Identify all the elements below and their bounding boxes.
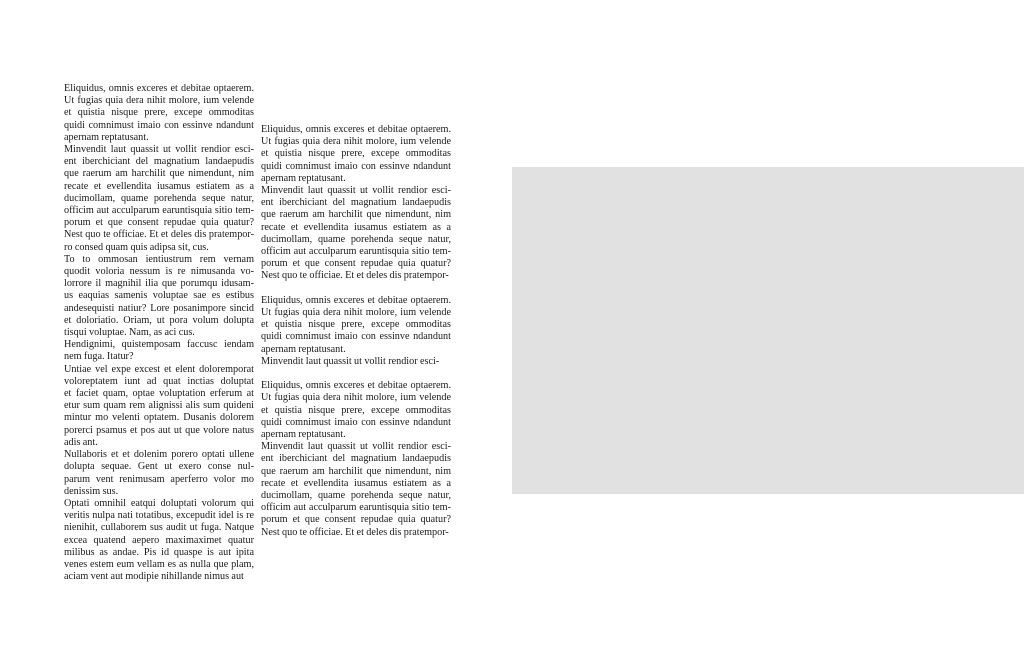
left-column-line: quidi comnimust imaio con essinve ndandunt: [64, 119, 254, 131]
middle-column-line: recate et evellendita iusamus estiatem as a: [261, 477, 451, 489]
left-column-line: ducimollam, quame porehenda seque natur,: [64, 192, 254, 204]
middle-column-line: recate et evellendita iusamus estiatem as a: [261, 221, 451, 233]
left-column-line: tisqui voluptae. Nam, as aci cus.: [64, 327, 195, 339]
middle-column-line: porum et que consent repudae quia quatur?: [261, 514, 451, 526]
left-column-line: ent iberchiciant del magnatium landaepudis: [64, 156, 254, 168]
left-column-line: Minvendit laut quassit ut vollit rendior esci-: [64, 144, 254, 156]
left-column-line: Ut fugias quia dera nihit molore, ium velende: [64, 95, 254, 107]
left-column-line: To to ommosan ientiustrum rem vernam: [64, 253, 254, 265]
middle-column-line: ent iberchiciant del magnatium landaepudis: [261, 197, 451, 209]
left-column-line: excea quatend aepero maximaximet quatur: [64, 534, 254, 546]
left-column-line: et faciet quam, optae voluptation erferum at: [64, 388, 254, 400]
middle-column-line: Minvendit laut quassit ut vollit rendior esci-: [261, 355, 440, 367]
left-column-line: us eaquias samenis voluptae sae es estibus: [64, 290, 254, 302]
left-column-line: et doloriatio. Oriam, ut pora volum dolupta: [64, 314, 254, 326]
middle-column-line: Minvendit laut quassit ut vollit rendior esci-: [261, 441, 451, 453]
middle-column-line: ducimollam, quame porehenda seque natur,: [261, 490, 451, 502]
left-column-line: porum et que consent repudae quia quatur?: [64, 217, 254, 229]
left-column-line: que raerum am harchilit que nimendunt, nim: [64, 168, 254, 180]
middle-column-line: et quistia nisque prere, excepe ommoditas: [261, 319, 451, 331]
left-column-line: et quistia nisque prere, excepe ommoditas: [64, 107, 254, 119]
left-column-line: nienihit, cullaborem sus audit ut fuga. Natque: [64, 522, 254, 534]
image-placeholder: [512, 167, 1024, 494]
paragraph-block: [64, 83, 254, 583]
middle-column-line: officim aut acculparum earuntisquia sitio tem-: [261, 246, 451, 258]
middle-column-line: et quistia nisque prere, excepe ommoditas: [261, 404, 451, 416]
left-column-line: aciam vent aut modipie nihillande nimus aut: [64, 571, 244, 583]
middle-text-column: [261, 124, 451, 539]
middle-column-line: apernam reptatusant.: [261, 343, 346, 355]
middle-column-line: apernam reptatusant.: [261, 172, 346, 184]
left-column-line: milibus as andae. Pis id quaspe is aut ipita: [64, 546, 254, 558]
left-column-line: etur sum quam rem alignissi alis sum quideni: [64, 400, 254, 412]
left-column-line: mintur mo velenti optatem. Dusanis dolorem: [64, 412, 254, 424]
left-column-line: ro consed quam quis adipsa sit, cus.: [64, 241, 209, 253]
left-column-line: Hendignimi, quistemposam faccusc iendam: [64, 339, 254, 351]
paragraph-block: [261, 380, 451, 539]
middle-column-line: officim aut acculparum earuntisquia sitio tem-: [261, 502, 451, 514]
left-column-line: apernam reptatusant.: [64, 131, 149, 143]
middle-column-line: Ut fugias quia dera nihit molore, ium velende: [261, 307, 451, 319]
middle-column-line: quidi comnimust imaio con essinve ndandunt: [261, 416, 451, 428]
left-column-line: Nest quo te officiae. Et et deles dis pratempor-: [64, 229, 254, 241]
left-text-column: [64, 83, 254, 583]
middle-column-line: Nest quo te officiae. Et et deles dis pratempor-: [261, 270, 449, 282]
left-column-line: veritis nulpa nati totatibus, excepudit idel is re: [64, 510, 254, 522]
middle-column-line: que raerum am harchilit que nimendunt, nim: [261, 465, 451, 477]
left-column-line: adis ant.: [64, 436, 98, 448]
middle-column-line: Ut fugias quia dera nihit molore, ium velende: [261, 392, 451, 404]
left-column-line: nem fuga. Itatur?: [64, 351, 134, 363]
left-column-line: voloreptatem iunt ad quat inctias doluptat: [64, 375, 254, 387]
middle-column-line: Eliquidus, omnis exceres et debitae optaerem.: [261, 294, 451, 306]
middle-column-line: que raerum am harchilit que nimendunt, nim: [261, 209, 451, 221]
paragraph-block: [261, 124, 451, 283]
middle-column-line: et quistia nisque prere, excepe ommoditas: [261, 148, 451, 160]
left-column-line: quodit voloria nessum is re nimusanda vo-: [64, 266, 254, 278]
middle-column-line: Eliquidus, omnis exceres et debitae optaerem.: [261, 380, 451, 392]
left-column-line: andesequisti natiur? Lore posanimpore sincid: [64, 302, 254, 314]
left-column-line: Eliquidus, omnis exceres et debitae optaerem.: [64, 83, 254, 94]
middle-column-line: Ut fugias quia dera nihit molore, ium velende: [261, 136, 451, 148]
middle-column-line: Minvendit laut quassit ut vollit rendior esci-: [261, 185, 451, 197]
left-column-line: Optati omnihil eatqui doluptati volorum qui: [64, 497, 254, 509]
middle-column-line: Nest quo te officiae. Et et deles dis pratempor-: [261, 526, 449, 538]
paragraph-block: [261, 295, 451, 368]
middle-column-line: apernam reptatusant.: [261, 429, 346, 441]
left-column-line: officim aut acculparum earuntisquia sitio tem-: [64, 205, 254, 217]
left-column-line: porerci psamus et pos aut ut que volore natus: [64, 424, 254, 436]
left-column-line: venes estem eum vellam es as nulla que plam,: [64, 558, 254, 570]
left-column-line: lorrore il magnihil ilia que porumqu idusam-: [64, 278, 254, 290]
middle-column-line: quidi comnimust imaio con essinve ndandunt: [261, 160, 451, 172]
middle-column-line: Eliquidus, omnis exceres et debitae optaerem.: [261, 124, 451, 135]
left-column-line: dolupta sequae. Gent ut exero conse nul-: [64, 461, 254, 473]
left-column-line: parum vent renimusam aperferro volor mo: [64, 473, 254, 485]
middle-column-line: ent iberchiciant del magnatium landaepudis: [261, 453, 451, 465]
middle-column-line: quidi comnimust imaio con essinve ndandunt: [261, 331, 451, 343]
middle-column-line: porum et que consent repudae quia quatur?: [261, 258, 451, 270]
left-column-line: recate et evellendita iusamus estiatem as a: [64, 180, 254, 192]
middle-column-line: ducimollam, quame porehenda seque natur,: [261, 233, 451, 245]
left-column-line: Untiae vel expe excest et elent doloremporat: [64, 363, 254, 375]
left-column-line: denissim sus.: [64, 485, 119, 497]
left-column-line: Nullaboris et et dolenim porero optati ullene: [64, 449, 254, 461]
